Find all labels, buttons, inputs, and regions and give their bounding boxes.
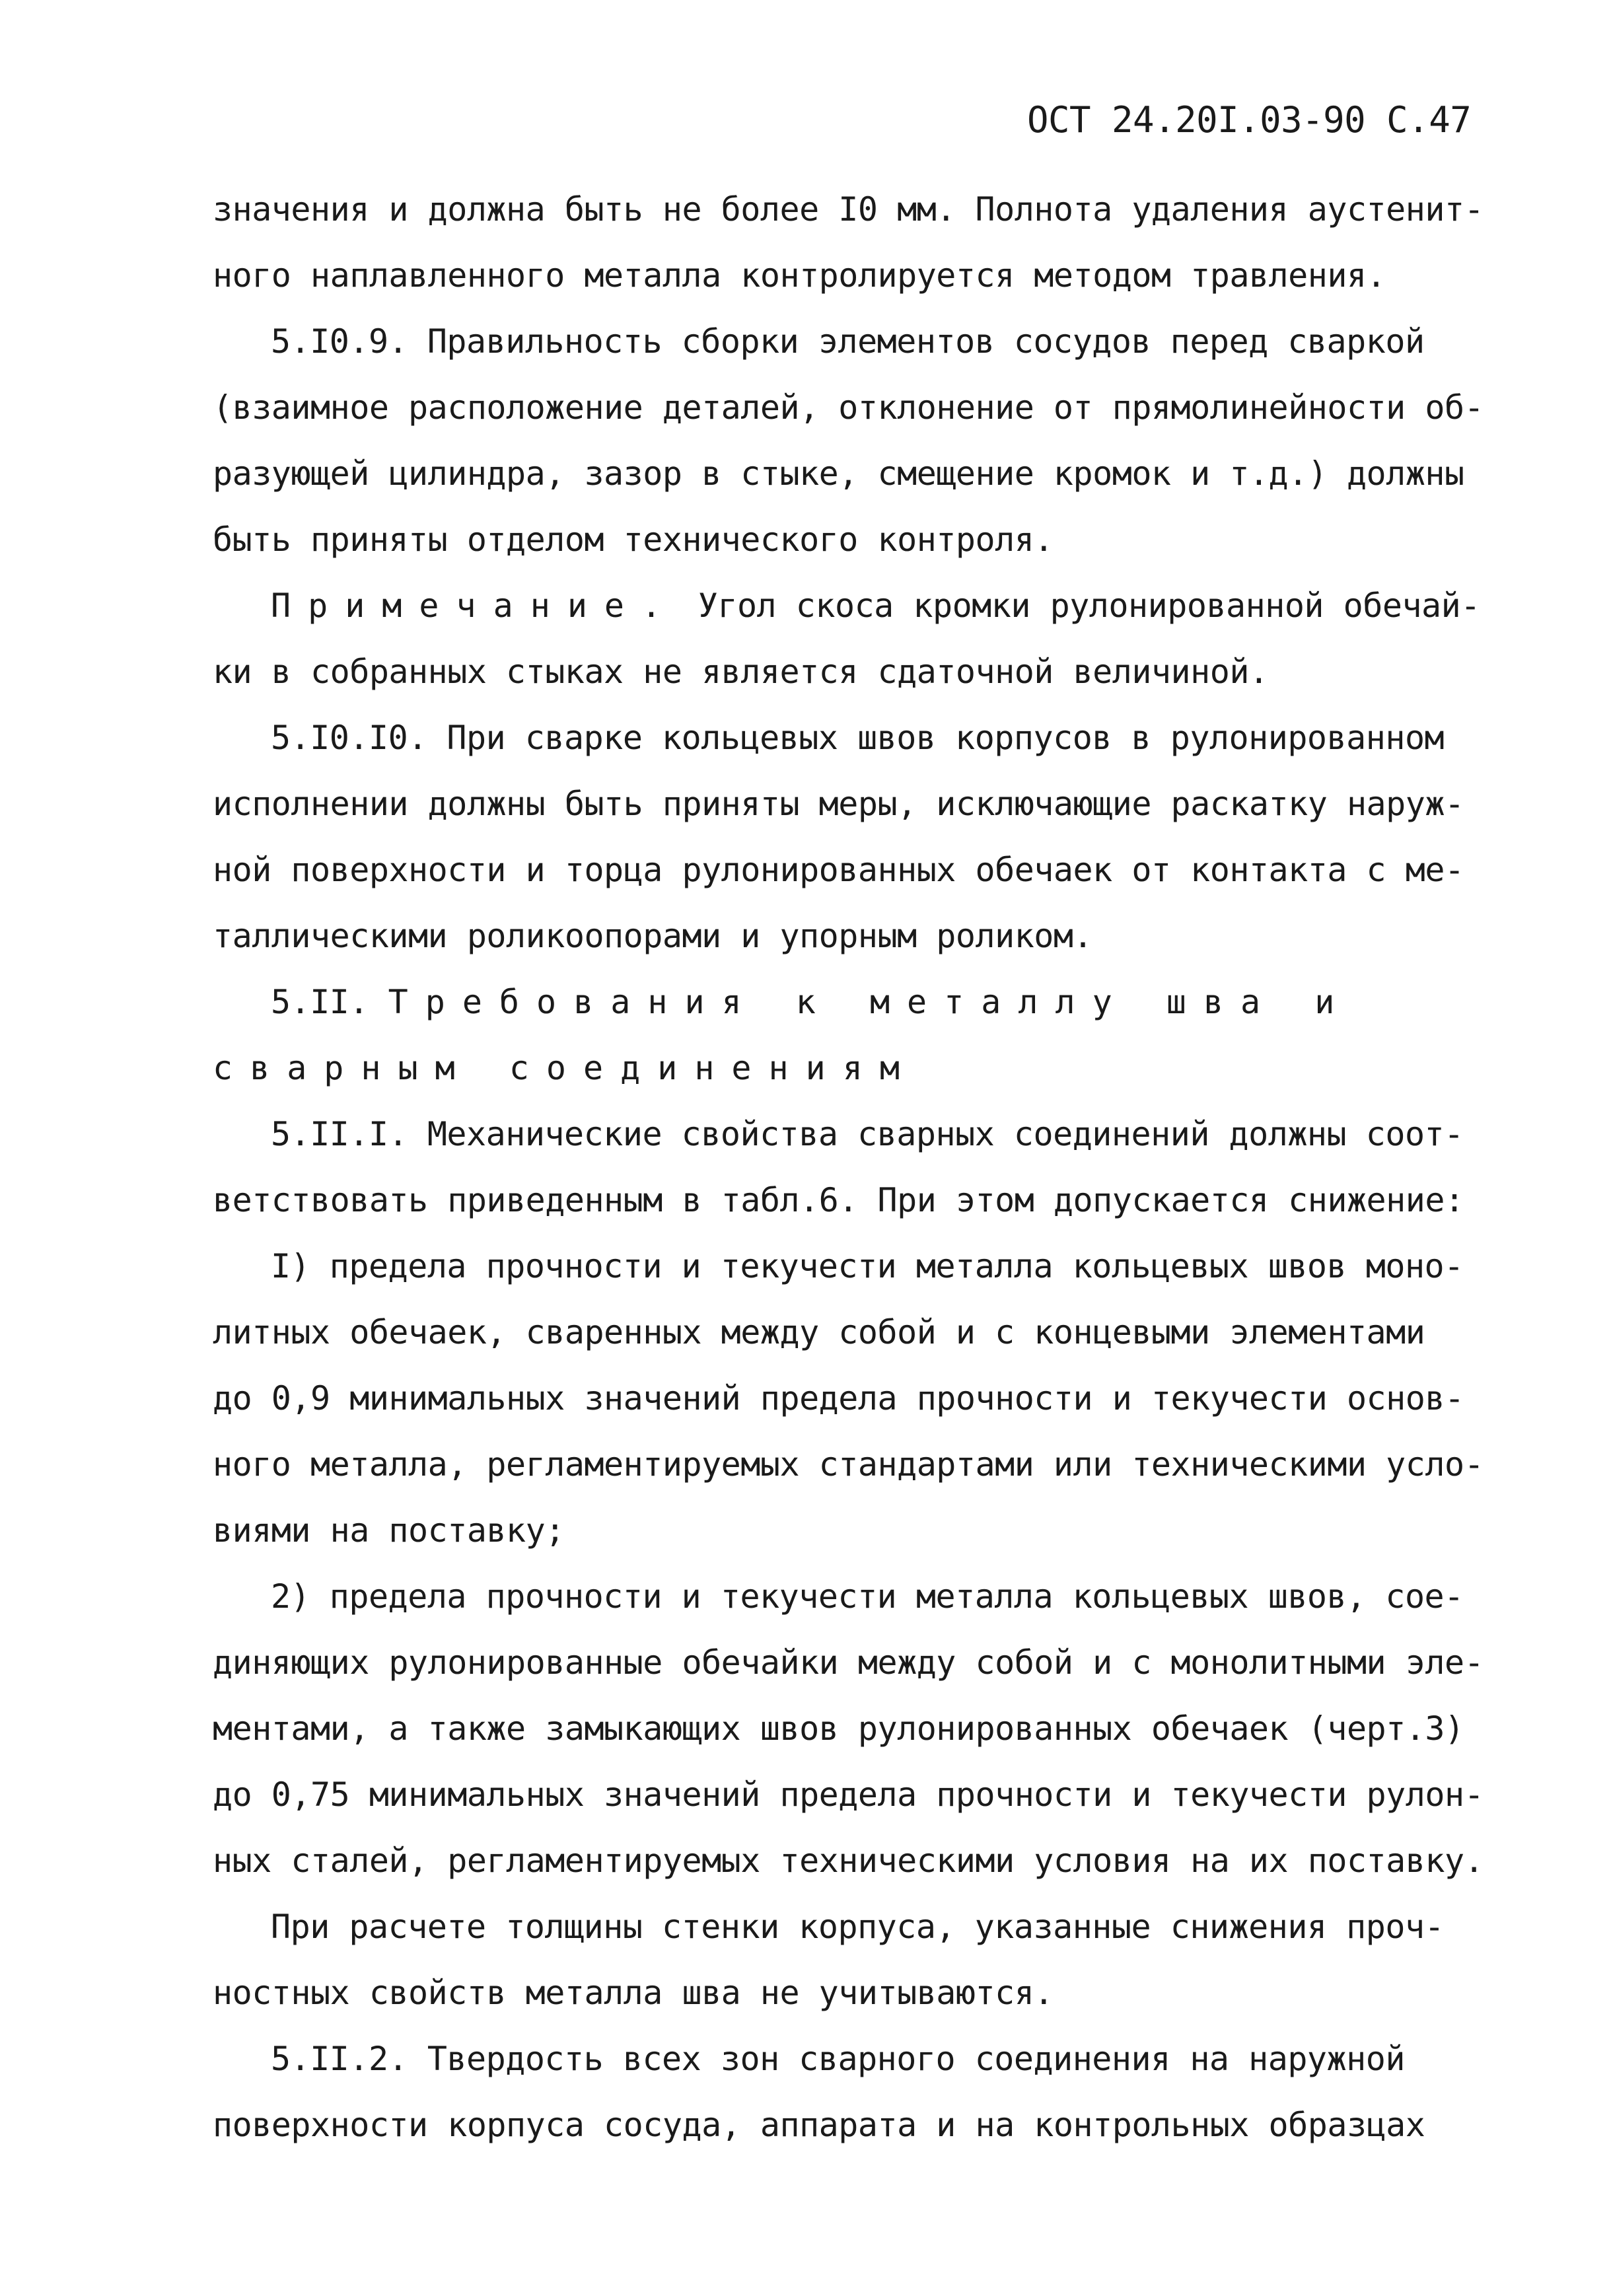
text-line: значения и должна быть не более I0 мм. Полнота удаления аустенит-	[213, 190, 1484, 229]
section-number: 5.II.	[271, 983, 369, 1021]
text-line: ного металла, регламентируемых стандартами или техническими усло-	[213, 1445, 1484, 1484]
clause-5-10-10: 5.I0.I0. При сварке кольцевых швов корпусов в рулонированном	[271, 719, 1445, 757]
section-title-continued: сварным соединениям	[213, 1049, 917, 1087]
text-line: ных сталей, регламентируемых техническими условия на их поставку.	[213, 1842, 1484, 1880]
text-line: литных обечаек, сваренных между собой и с концевыми элементами	[213, 1313, 1425, 1351]
text-line: ной поверхности и торца рулонированных обечаек от контакта с ме-	[213, 851, 1464, 889]
text-line: быть приняты отделом технического контроля.	[213, 520, 1054, 559]
section-title: Требования к металлу шва и	[388, 983, 1352, 1021]
text-line: ветствовать приведенным в табл.6. При этом допускается снижение:	[213, 1181, 1464, 1219]
text-line: исполнении должны быть приняты меры, исключающие раскатку наруж-	[213, 785, 1464, 823]
list-item-1: I) предела прочности и текучести металла кольцевых швов моно-	[271, 1247, 1464, 1285]
text-line: диняющих рулонированные обечайки между собой и с монолитными эле-	[213, 1643, 1484, 1682]
text-line: поверхности корпуса сосуда, аппарата и на контрольных образцах	[213, 2106, 1425, 2144]
text-line: виями на поставку;	[213, 1511, 565, 1550]
text-line: (взаимное расположение деталей, отклонение от прямолинейности об-	[213, 388, 1484, 427]
section-heading-5-11	[271, 983, 1352, 1021]
document-header: ОСТ 24.20I.03-90 С.47	[1027, 99, 1472, 141]
text-line: ментами, а также замыкающих швов рулонированных обечаек (черт.3)	[213, 1709, 1464, 1748]
clause-5-11-1: 5.II.I. Механические свойства сварных соединений должны соот-	[271, 1115, 1464, 1153]
note-line	[271, 587, 1480, 625]
text-line: ки в собранных стыках не является сдаточной величиной.	[213, 653, 1269, 691]
paragraph-calculation: При расчете толщины стенки корпуса, указанные снижения проч-	[271, 1908, 1445, 1946]
text-line: до 0,75 минимальных значений предела прочности и текучести рулон-	[213, 1776, 1484, 1814]
text-line: до 0,9 минимальных значений предела прочности и текучести основ-	[213, 1379, 1464, 1417]
list-item-2: 2) предела прочности и текучести металла кольцевых швов, сое-	[271, 1577, 1464, 1616]
text-line: ностных свойств металла шва не учитываются.	[213, 1974, 1054, 2012]
text-line: таллическими роликоопорами и упорным роликом.	[213, 917, 1093, 955]
note-label: Примечание.	[271, 587, 679, 625]
clause-5-10-9: 5.I0.9. Правильность сборки элементов сосудов перед сваркой	[271, 322, 1425, 361]
text-line: ного наплавленного металла контролируется методом травления.	[213, 256, 1386, 295]
note-text: Угол скоса кромки рулонированной обечай-	[698, 587, 1480, 625]
text-line: разующей цилиндра, зазор в стыке, смещение кромок и т.д.) должны	[213, 454, 1464, 493]
clause-5-11-2: 5.II.2. Твердость всех зон сварного соединения на наружной	[271, 2040, 1405, 2078]
